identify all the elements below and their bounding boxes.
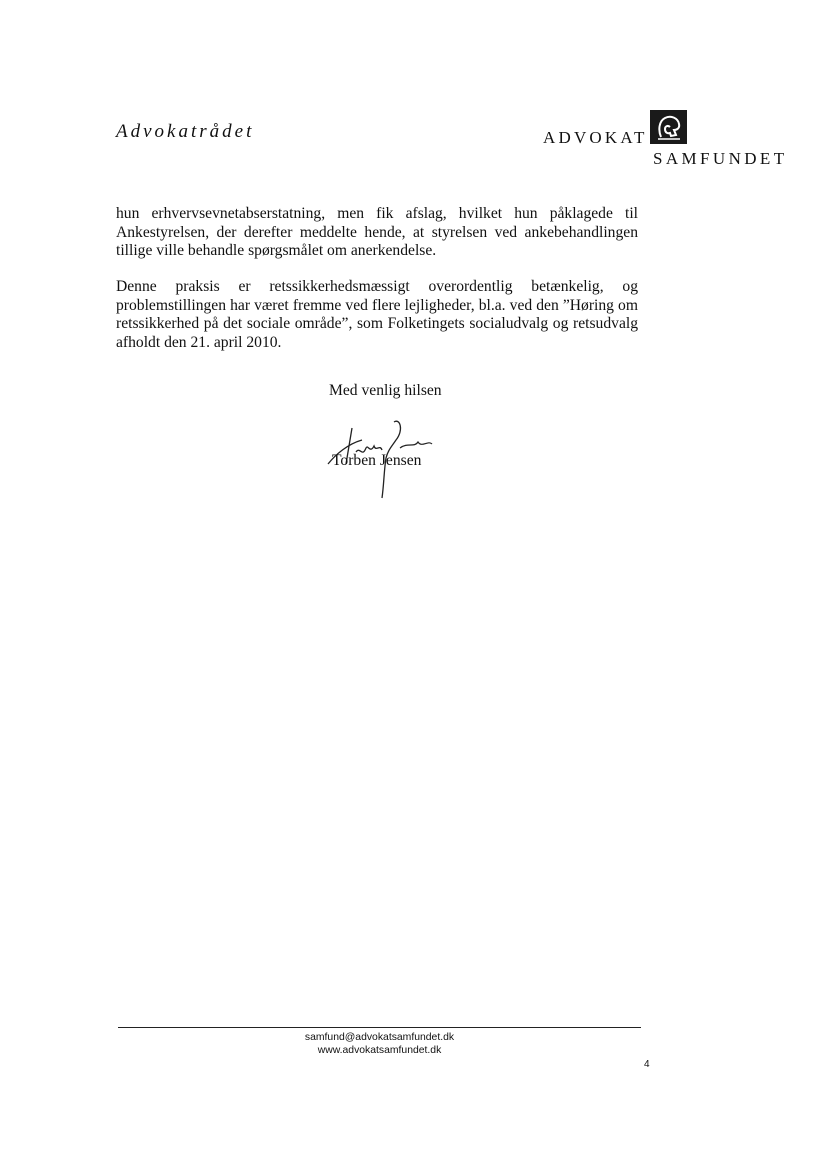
helmet-emblem-icon [650,110,687,144]
header-title: Advokatrådet [116,121,255,142]
footer-divider [118,1027,641,1028]
signer-name: Torben Jensen [332,452,422,469]
page-number: 4 [644,1059,650,1070]
logo-text-advokat: ADVOKAT [543,128,648,147]
body-paragraph: Denne praksis er retssikkerhedsmæssigt overordentlig betænkelig, og problemstillingen har været fremme ved flere lejligheder, bl.a. ved den ”Høring om retssikkerhed på det sociale område”, som Folketingets socialudvalg og retsudvalg afholdt den 21. april 2010. [116,278,638,351]
advokatsamfundet-logo [543,110,803,170]
logo-text-samfundet: SAMFUNDET [653,149,788,168]
closing-greeting: Med venlig hilsen [329,382,442,399]
body-paragraph: hun erhvervsevnetabserstatning, men fik afslag, hvilket hun påklagede til Ankestyrelsen, der derefter meddelte hende, at styrelsen ved ankebehandlingen tillige ville behandle spørgsmålet om anerkendelse. [116,205,638,259]
footer-email: samfund@advokatsamfundet.dk [304,1032,455,1043]
footer-website: www.advokatsamfundet.dk [317,1045,442,1056]
